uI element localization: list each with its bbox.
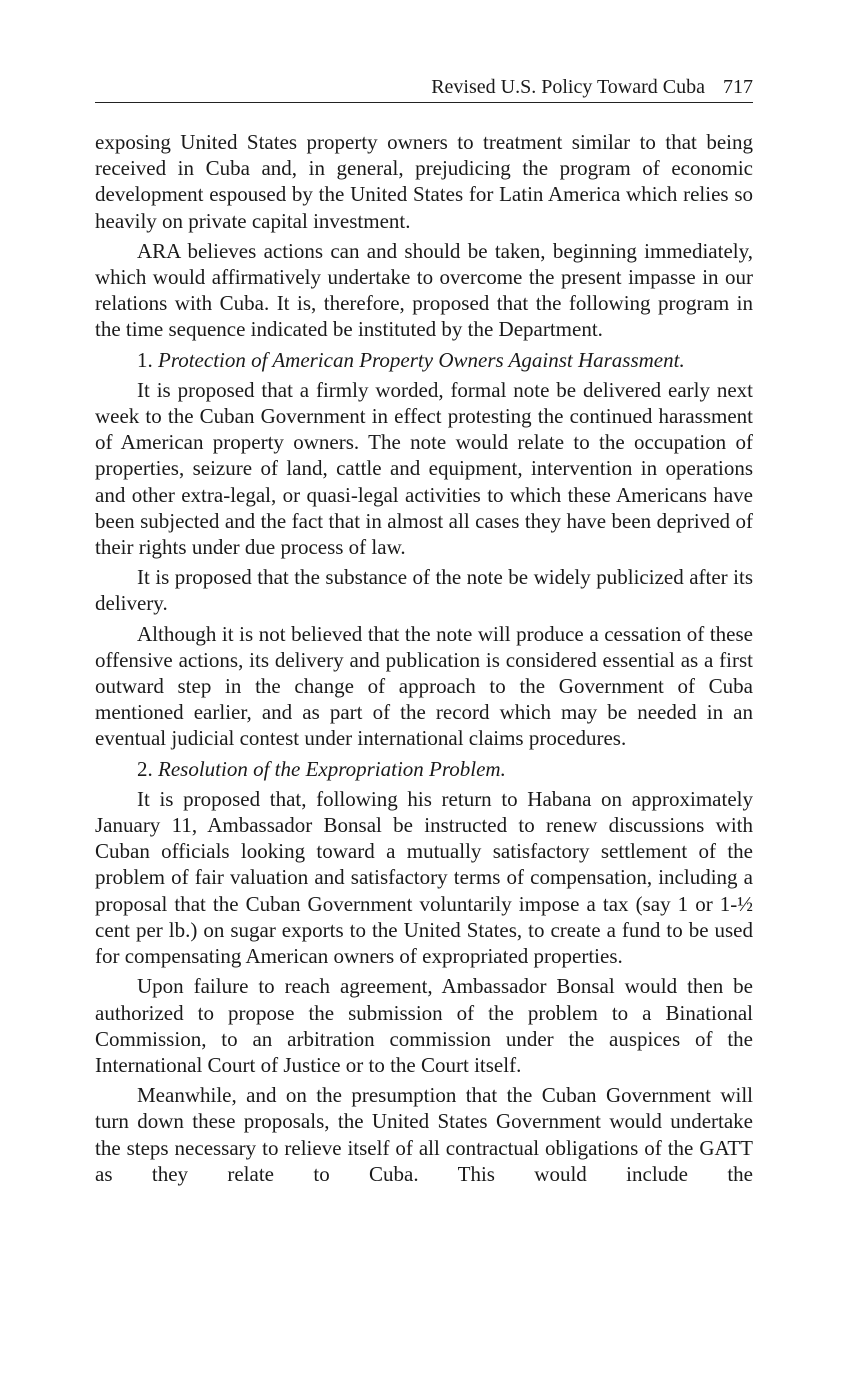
body-text (95, 129, 753, 1191)
section-heading-1-number: 1. (137, 347, 153, 372)
paragraph-cessation: Although it is not believed that the note will produce a cessation of these offensive actions, its delivery and publication is considered essential as a first outward step in the change of approach to the Government of Cuba mentioned earlier, and as part of the record which may be needed in an eventual judicial contest under international claims procedures. (95, 621, 753, 751)
section-heading-2 (95, 756, 753, 782)
paragraph-publicize: It is proposed that the substance of the note be widely publicized after its delivery. (95, 565, 753, 616)
paragraph-bonsal-discussions: It is proposed that, following his return to Habana on approximately January 11, Ambassador Bonsal be instructed to renew discussions with Cuban officials looking toward a mutually satisfactory settlement of the problem of fair valuation and satisfactory terms of compensation, including a proposal that the Cuban Government voluntarily impose a tax (say 1 or 1-½ cent per lb.) on sugar exports to the United States, to create a fund to be used for compensating American owners of expropriated properties. (95, 786, 753, 969)
page-number: 717 (723, 76, 753, 98)
section-heading-1-title: Protection of American Property Owners Against Harassment. (158, 347, 685, 372)
section-heading-1 (95, 347, 753, 373)
paragraph-binational-commission: Upon failure to reach agreement, Ambassador Bonsal would then be authorized to propose the submission of the problem to a Binational Commission, to an arbitration commission under the auspices of the International Court of Justice or to the Court itself. (95, 974, 753, 1077)
paragraph-formal-note: It is proposed that a firmly worded, formal note be delivered early next week to the Cuban Government in effect protesting the continued harassment of American property owners. The note would relate to the occupation of properties, seizure of land, cattle and equipment, intervention in operations and other extra-legal, or quasi-legal activities to which these Americans have been subjected and the fact that in almost all cases they have been deprived of their rights under due process of law. (95, 377, 753, 560)
running-head-title: Revised U.S. Policy Toward Cuba (431, 76, 705, 98)
paragraph-ara-actions: ARA believes actions can and should be taken, beginning immediately, which would affirmatively undertake to overcome the present impasse in our relations with Cuba. It is, therefore, proposed that the following program in the time sequence indicated be instituted by the Department. (95, 238, 753, 342)
paragraph-gatt: Meanwhile, and on the presumption that the Cuban Government will turn down these proposals, the United States Government would undertake the steps necessary to relieve itself of all contractual obligations of the GATT as they relate to Cuba. This would include the (95, 1083, 753, 1186)
running-head (95, 72, 753, 103)
section-heading-2-title: Resolution of the Expropriation Problem. (158, 756, 506, 781)
paragraph-continued: exposing United States property owners to treatment similar to that being received in Cuba and, in general, prejudicing the program of economic development espoused by the United States for Latin America which relies so heavily on private capital investment. (95, 130, 753, 233)
section-heading-2-number: 2. (137, 756, 153, 781)
